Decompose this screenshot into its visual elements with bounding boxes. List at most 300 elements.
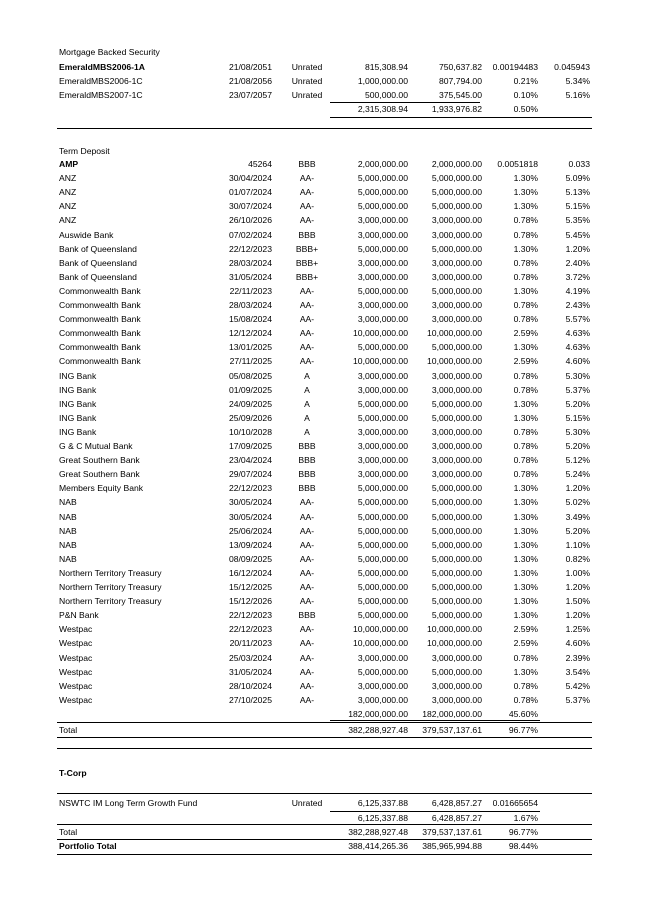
td-row-portfolio-pct: 1.30% <box>513 539 538 550</box>
td-row-rating: AA- <box>299 525 315 536</box>
td-row-face-value: 3,000,000.00 <box>357 314 408 325</box>
td-row-portfolio-pct: 0.78% <box>513 300 538 310</box>
td-row-return: 5.15% <box>565 201 590 212</box>
td-row-rating: AA- <box>299 328 315 339</box>
td-row-name: Great Southern Bank <box>59 469 140 480</box>
td-row-face-value: 5,000,000.00 <box>357 553 408 564</box>
td-row-portfolio-pct: 2.59% <box>513 356 538 367</box>
td-row-face-value: 5,000,000.00 <box>357 525 408 536</box>
td-row-maturity: 01/07/2024 <box>228 187 272 198</box>
td-row-face-value: 10,000,000.00 <box>353 328 408 339</box>
td-row-portfolio-pct: 1.30% <box>513 610 538 621</box>
total-pct: 96.77% <box>508 725 538 735</box>
td-row-rating: A <box>304 398 310 409</box>
td-row-name: Bank of Queensland <box>59 243 137 254</box>
td-row-market-value: 5,000,000.00 <box>431 497 482 508</box>
td-row-rating: BBB <box>298 441 316 451</box>
td-subtotal-rule <box>330 720 540 721</box>
mbs-row-return: 0.045943 <box>554 62 590 72</box>
td-row-maturity: 30/07/2024 <box>228 201 272 212</box>
mbs-row-portfolio-pct: 0.10% <box>513 90 538 100</box>
td-row-name: ING Bank <box>59 426 97 437</box>
td-row-rating: AA- <box>299 652 315 663</box>
td-row-portfolio-pct: 1.30% <box>513 525 538 536</box>
td-row-market-value: 5,000,000.00 <box>431 398 482 409</box>
td-row-market-value: 3,000,000.00 <box>431 469 482 480</box>
td-row-portfolio-pct: 0.78% <box>513 271 538 282</box>
td-row-return: 5.45% <box>565 229 590 240</box>
td-row-portfolio-pct: 2.59% <box>513 638 538 649</box>
td-row-name: Westpac <box>59 680 93 691</box>
td-row-portfolio-pct: 2.59% <box>513 624 538 635</box>
mbs-row-return: 5.16% <box>565 90 590 100</box>
td-row-maturity: 22/12/2023 <box>228 624 272 635</box>
tcorp-fund-rating: Unrated <box>291 798 323 808</box>
mbs-row-return: 5.34% <box>565 76 590 86</box>
td-heading: Term Deposit <box>59 146 110 156</box>
td-row-name: Commonwealth Bank <box>59 314 141 325</box>
td-row-face-value: 10,000,000.00 <box>353 624 408 635</box>
tcorp-fund-pct: 0.01665654 <box>492 798 538 808</box>
mbs-row-market-value: 750,637.82 <box>438 62 482 72</box>
td-row-rating: AA- <box>299 215 315 226</box>
mbs-row-portfolio-pct: 0.21% <box>513 76 538 86</box>
td-row-rating: AA- <box>299 567 315 578</box>
td-row-maturity: 28/03/2024 <box>228 257 272 268</box>
td-row-market-value: 5,000,000.00 <box>431 243 482 254</box>
td-row-market-value: 5,000,000.00 <box>431 525 482 536</box>
tcorp-total-pct: 96.77% <box>508 827 538 837</box>
td-row-return: 4.63% <box>565 342 590 353</box>
td-row-rating: AA- <box>299 638 315 649</box>
td-row-maturity: 22/12/2023 <box>228 243 272 254</box>
td-row-face-value: 3,000,000.00 <box>357 455 408 466</box>
mbs-subtotal-rule <box>330 102 480 103</box>
td-row-portfolio-pct: 1.30% <box>513 596 538 607</box>
td-row-market-value: 2,000,000.00 <box>431 159 482 169</box>
td-row-face-value: 5,000,000.00 <box>357 201 408 212</box>
td-row-name: Westpac <box>59 666 93 677</box>
td-row-market-value: 5,000,000.00 <box>431 539 482 550</box>
td-row-return: 2.43% <box>565 300 590 310</box>
td-row-market-value: 3,000,000.00 <box>431 314 482 325</box>
td-row-face-value: 5,000,000.00 <box>357 398 408 409</box>
td-row-rating: A <box>304 412 310 423</box>
td-row-name: Northern Territory Treasury <box>59 567 162 578</box>
td-row-face-value: 3,000,000.00 <box>357 469 408 480</box>
td-row-rating: AA- <box>299 596 315 607</box>
td-row-market-value: 5,000,000.00 <box>431 553 482 564</box>
td-row-market-value: 3,000,000.00 <box>431 257 482 268</box>
td-row-portfolio-pct: 1.30% <box>513 201 538 212</box>
portfolio-total-face: 388,414,265.36 <box>348 841 408 851</box>
td-row-portfolio-pct: 1.30% <box>513 412 538 423</box>
td-row-name: ANZ <box>59 201 77 212</box>
td-row-portfolio-pct: 1.30% <box>513 342 538 353</box>
td-row-name: NAB <box>59 497 77 508</box>
mbs-row-name: EmeraldMBS2006-1C <box>59 76 143 86</box>
td-row-name: NAB <box>59 539 77 550</box>
td-row-rating: AA- <box>299 314 315 325</box>
td-row-face-value: 10,000,000.00 <box>353 356 408 367</box>
td-row-face-value: 3,000,000.00 <box>357 271 408 282</box>
tcorp-total-rule <box>57 824 592 825</box>
td-row-return: 5.20% <box>565 441 590 451</box>
td-row-rating: AA- <box>299 582 315 592</box>
td-row-rating: AA- <box>299 694 315 705</box>
td-row-portfolio-pct: 1.30% <box>513 173 538 184</box>
td-row-face-value: 5,000,000.00 <box>357 243 408 254</box>
td-row-maturity: 12/12/2024 <box>228 328 272 339</box>
total-top-rule <box>57 722 592 723</box>
td-row-name: NAB <box>59 525 77 536</box>
td-row-face-value: 5,000,000.00 <box>357 610 408 621</box>
td-row-return: 5.12% <box>565 455 590 466</box>
td-row-portfolio-pct: 1.30% <box>513 187 538 198</box>
td-row-market-value: 3,000,000.00 <box>431 271 482 282</box>
td-row-market-value: 3,000,000.00 <box>431 300 482 310</box>
td-row-portfolio-pct: 0.78% <box>513 370 538 381</box>
td-row-portfolio-pct: 0.78% <box>513 229 538 240</box>
mbs-end-rule <box>330 117 592 118</box>
td-row-maturity: 25/03/2024 <box>228 652 272 663</box>
td-row-portfolio-pct: 2.59% <box>513 328 538 339</box>
td-row-maturity: 25/09/2026 <box>228 412 272 423</box>
td-row-name: Commonwealth Bank <box>59 356 141 367</box>
td-row-name: Westpac <box>59 624 93 635</box>
portfolio-total-label: Portfolio Total <box>59 841 117 851</box>
td-row-name: ING Bank <box>59 412 97 423</box>
mbs-row-market-value: 807,794.00 <box>438 76 482 86</box>
td-row-rating: BBB <box>298 610 316 621</box>
td-row-return: 4.63% <box>565 328 590 339</box>
mbs-row-market-value: 375,545.00 <box>438 90 482 100</box>
td-row-market-value: 5,000,000.00 <box>431 596 482 607</box>
td-row-portfolio-pct: 1.30% <box>513 497 538 508</box>
td-row-face-value: 5,000,000.00 <box>357 497 408 508</box>
td-row-maturity: 28/10/2024 <box>228 680 272 691</box>
td-row-face-value: 3,000,000.00 <box>357 229 408 240</box>
td-row-face-value: 3,000,000.00 <box>357 694 408 705</box>
td-row-rating: BBB+ <box>295 257 319 268</box>
td-row-portfolio-pct: 1.30% <box>513 243 538 254</box>
td-row-face-value: 3,000,000.00 <box>357 426 408 437</box>
tcorp-fund-name: NSWTC IM Long Term Growth Fund <box>59 798 198 808</box>
td-subtotal-market: 182,000,000.00 <box>422 709 482 719</box>
td-row-market-value: 3,000,000.00 <box>431 441 482 451</box>
mbs-row-name: EmeraldMBS2007-1C <box>59 90 143 100</box>
td-row-rating: BBB <box>298 483 316 494</box>
td-row-face-value: 3,000,000.00 <box>357 300 408 310</box>
td-row-face-value: 3,000,000.00 <box>357 652 408 663</box>
td-row-portfolio-pct: 1.30% <box>513 553 538 564</box>
td-row-maturity: 10/10/2028 <box>228 426 272 437</box>
td-row-maturity: 25/06/2024 <box>228 525 272 536</box>
mbs-row-name: EmeraldMBS2006-1A <box>59 62 145 72</box>
td-row-market-value: 10,000,000.00 <box>427 328 482 339</box>
td-row-rating: AA- <box>299 173 315 184</box>
td-row-portfolio-pct: 0.78% <box>513 455 538 466</box>
mbs-row-rating: Unrated <box>291 90 323 100</box>
td-row-rating: AA- <box>299 285 315 296</box>
td-row-maturity: 31/05/2024 <box>228 666 272 677</box>
td-row-name: Westpac <box>59 652 93 663</box>
td-row-face-value: 3,000,000.00 <box>357 441 408 451</box>
td-row-return: 1.20% <box>565 582 590 592</box>
td-row-rating: A <box>304 426 310 437</box>
td-row-face-value: 10,000,000.00 <box>353 638 408 649</box>
td-row-face-value: 3,000,000.00 <box>357 384 408 395</box>
td-row-portfolio-pct: 0.78% <box>513 314 538 325</box>
td-row-name: Commonwealth Bank <box>59 342 141 353</box>
tcorp-total-label: Total <box>59 827 78 837</box>
td-row-maturity: 22/12/2023 <box>228 610 272 621</box>
td-row-name: Commonwealth Bank <box>59 285 141 296</box>
td-row-rating: AA- <box>299 511 315 522</box>
td-row-portfolio-pct: 0.78% <box>513 652 538 663</box>
td-row-portfolio-pct: 1.30% <box>513 398 538 409</box>
td-row-return: 5.24% <box>565 469 590 480</box>
td-row-name: Westpac <box>59 694 93 705</box>
td-row-return: 5.37% <box>565 694 590 705</box>
td-row-portfolio-pct: 0.78% <box>513 426 538 437</box>
td-row-rating: AA- <box>299 201 315 212</box>
td-row-name: Commonwealth Bank <box>59 328 141 339</box>
td-row-face-value: 2,000,000.00 <box>357 159 408 169</box>
td-row-maturity: 20/11/2023 <box>229 638 272 649</box>
td-row-name: P&N Bank <box>59 610 99 621</box>
td-row-maturity: 23/04/2024 <box>228 455 272 466</box>
td-row-portfolio-pct: 1.30% <box>513 582 538 592</box>
td-row-return: 5.35% <box>565 215 590 226</box>
td-row-return: 4.60% <box>565 638 590 649</box>
td-row-maturity: 31/05/2024 <box>228 271 272 282</box>
td-row-maturity: 27/11/2025 <box>229 356 272 367</box>
td-row-maturity: 30/05/2024 <box>228 511 272 522</box>
td-row-return: 1.50% <box>565 596 590 607</box>
td-row-face-value: 5,000,000.00 <box>357 582 408 592</box>
td-row-market-value: 3,000,000.00 <box>431 652 482 663</box>
td-row-name: G & C Mutual Bank <box>59 441 133 451</box>
td-row-rating: BBB <box>298 229 316 240</box>
td-row-name: ING Bank <box>59 370 97 381</box>
td-row-market-value: 5,000,000.00 <box>431 412 482 423</box>
td-row-portfolio-pct: 1.30% <box>513 567 538 578</box>
td-row-return: 5.02% <box>565 497 590 508</box>
td-row-rating: AA- <box>299 539 315 550</box>
td-row-name: Commonwealth Bank <box>59 300 141 310</box>
section-divider <box>57 128 592 129</box>
td-row-face-value: 5,000,000.00 <box>357 666 408 677</box>
td-row-maturity: 45264 <box>248 159 272 169</box>
td-row-market-value: 3,000,000.00 <box>431 229 482 240</box>
total-label: Total <box>59 725 78 735</box>
td-row-portfolio-pct: 0.78% <box>513 384 538 395</box>
mbs-subtotal-pct: 0.50% <box>513 104 538 114</box>
td-row-portfolio-pct: 0.78% <box>513 441 538 451</box>
td-row-market-value: 5,000,000.00 <box>431 567 482 578</box>
td-row-return: 4.60% <box>565 356 590 367</box>
td-row-maturity: 22/11/2023 <box>229 285 272 296</box>
td-row-market-value: 5,000,000.00 <box>431 610 482 621</box>
td-row-return: 1.00% <box>565 567 590 578</box>
td-row-name: Great Southern Bank <box>59 455 140 466</box>
td-row-rating: BBB <box>298 469 316 480</box>
td-row-return: 5.30% <box>565 370 590 381</box>
td-subtotal-face: 182,000,000.00 <box>348 709 408 719</box>
td-row-maturity: 13/09/2024 <box>228 539 272 550</box>
td-row-return: 1.20% <box>565 243 590 254</box>
td-row-return: 4.19% <box>565 285 590 296</box>
mbs-row-portfolio-pct: 0.00194483 <box>492 62 538 72</box>
td-row-face-value: 5,000,000.00 <box>357 285 408 296</box>
td-row-rating: AA- <box>299 356 315 367</box>
td-row-name: Westpac <box>59 638 93 649</box>
td-row-maturity: 30/05/2024 <box>228 497 272 508</box>
tcorp-fund-face: 6,125,337.88 <box>357 798 408 808</box>
td-row-market-value: 10,000,000.00 <box>427 638 482 649</box>
td-row-maturity: 24/09/2025 <box>228 398 272 409</box>
mbs-subtotal-market: 1,933,976.82 <box>431 104 482 114</box>
portfolio-total-pct: 98.44% <box>508 841 538 851</box>
mbs-heading: Mortgage Backed Security <box>59 47 160 57</box>
td-row-rating: A <box>304 370 310 381</box>
td-row-face-value: 3,000,000.00 <box>357 215 408 226</box>
td-row-rating: AA- <box>299 497 315 508</box>
td-row-return: 2.39% <box>565 652 590 663</box>
mbs-subtotal-face: 2,315,308.94 <box>357 104 408 114</box>
td-row-name: Bank of Queensland <box>59 271 137 282</box>
td-row-name: Northern Territory Treasury <box>59 596 162 607</box>
td-row-maturity: 27/10/2025 <box>228 694 272 705</box>
td-row-name: ANZ <box>59 173 77 184</box>
tcorp-subtotal-face: 6,125,337.88 <box>357 813 408 823</box>
td-row-return: 0.82% <box>565 553 590 564</box>
td-row-market-value: 5,000,000.00 <box>431 285 482 296</box>
td-row-name: AMP <box>59 159 79 169</box>
td-row-name: ING Bank <box>59 384 97 395</box>
td-row-market-value: 5,000,000.00 <box>431 666 482 677</box>
td-row-portfolio-pct: 0.78% <box>513 215 538 226</box>
td-row-maturity: 29/07/2024 <box>228 469 272 480</box>
td-row-maturity: 13/01/2025 <box>228 342 272 353</box>
td-row-maturity: 07/02/2024 <box>228 229 272 240</box>
tcorp-subtotal-rule <box>330 811 540 812</box>
td-row-face-value: 5,000,000.00 <box>357 539 408 550</box>
td-row-maturity: 15/12/2025 <box>228 582 272 592</box>
td-row-rating: AA- <box>299 680 315 691</box>
td-row-market-value: 3,000,000.00 <box>431 384 482 395</box>
td-row-portfolio-pct: 0.78% <box>513 257 538 268</box>
td-row-market-value: 5,000,000.00 <box>431 201 482 212</box>
td-row-rating: AA- <box>299 342 315 353</box>
td-row-maturity: 28/03/2024 <box>228 300 272 310</box>
td-row-return: 3.72% <box>565 271 590 282</box>
td-row-name: Bank of Queensland <box>59 257 137 268</box>
mbs-row-face-value: 1,000,000.00 <box>357 76 408 86</box>
td-row-face-value: 3,000,000.00 <box>357 257 408 268</box>
tcorp-total-face: 382,288,927.48 <box>348 827 408 837</box>
td-row-name: ANZ <box>59 187 77 198</box>
td-row-face-value: 5,000,000.00 <box>357 187 408 198</box>
mbs-row-maturity: 21/08/2056 <box>228 76 272 86</box>
td-row-return: 5.20% <box>565 398 590 409</box>
td-row-market-value: 3,000,000.00 <box>431 694 482 705</box>
td-row-return: 5.42% <box>565 680 590 691</box>
td-row-maturity: 08/09/2025 <box>228 553 272 564</box>
td-row-return: 5.09% <box>565 173 590 184</box>
td-row-name: NAB <box>59 553 77 564</box>
td-row-face-value: 3,000,000.00 <box>357 370 408 381</box>
td-row-face-value: 5,000,000.00 <box>357 342 408 353</box>
td-row-maturity: 15/12/2026 <box>228 596 272 607</box>
td-row-name: NAB <box>59 511 77 522</box>
td-row-market-value: 5,000,000.00 <box>431 342 482 353</box>
td-row-return: 5.57% <box>565 314 590 325</box>
td-row-portfolio-pct: 0.0051818 <box>497 159 538 169</box>
td-row-market-value: 5,000,000.00 <box>431 483 482 494</box>
td-row-market-value: 5,000,000.00 <box>431 187 482 198</box>
td-row-face-value: 5,000,000.00 <box>357 173 408 184</box>
td-row-name: ANZ <box>59 215 77 226</box>
td-row-rating: AA- <box>299 666 315 677</box>
td-row-return: 5.37% <box>565 384 590 395</box>
td-row-market-value: 5,000,000.00 <box>431 582 482 592</box>
portfolio-top-rule <box>57 839 592 840</box>
td-row-market-value: 10,000,000.00 <box>427 624 482 635</box>
mbs-row-rating: Unrated <box>291 62 323 72</box>
td-row-name: Northern Territory Treasury <box>59 582 162 592</box>
mbs-row-rating: Unrated <box>291 76 323 86</box>
tcorp-total-market: 379,537,137.61 <box>422 827 482 837</box>
portfolio-total-market: 385,965,994.88 <box>422 841 482 851</box>
td-row-name: Members Equity Bank <box>59 483 144 494</box>
tcorp-fund-market: 6,428,857.27 <box>431 798 482 808</box>
td-row-rating: AA- <box>299 624 315 635</box>
td-row-market-value: 3,000,000.00 <box>431 680 482 691</box>
td-row-market-value: 5,000,000.00 <box>431 173 482 184</box>
td-row-portfolio-pct: 1.30% <box>513 511 538 522</box>
td-row-maturity: 01/09/2025 <box>228 384 272 395</box>
td-row-face-value: 5,000,000.00 <box>357 596 408 607</box>
total-section-rule <box>57 748 592 749</box>
td-row-return: 5.30% <box>565 426 590 437</box>
td-subtotal-pct: 45.60% <box>508 709 538 719</box>
td-row-face-value: 5,000,000.00 <box>357 483 408 494</box>
tcorp-subtotal-market: 6,428,857.27 <box>431 813 482 823</box>
td-row-face-value: 5,000,000.00 <box>357 412 408 423</box>
tcorp-subtotal-pct: 1.67% <box>513 813 538 823</box>
td-row-maturity: 30/04/2024 <box>228 173 272 184</box>
mbs-row-face-value: 500,000.00 <box>364 90 408 100</box>
td-row-market-value: 3,000,000.00 <box>431 370 482 381</box>
td-row-maturity: 16/12/2024 <box>228 567 272 578</box>
tcorp-heading: T-Corp <box>59 768 87 778</box>
td-row-return: 5.13% <box>565 187 590 198</box>
tcorp-top-rule <box>57 793 592 794</box>
td-row-rating: AA- <box>299 300 315 310</box>
td-row-return: 3.54% <box>565 666 590 677</box>
td-row-portfolio-pct: 0.78% <box>513 694 538 705</box>
td-row-return: 1.10% <box>565 539 590 550</box>
td-row-name: Auswide Bank <box>59 229 114 240</box>
total-face: 382,288,927.48 <box>348 725 408 735</box>
td-row-return: 5.15% <box>565 412 590 423</box>
td-row-maturity: 15/08/2024 <box>228 314 272 325</box>
td-row-maturity: 05/08/2025 <box>228 370 272 381</box>
td-row-return: 1.20% <box>565 610 590 621</box>
td-row-market-value: 3,000,000.00 <box>431 215 482 226</box>
